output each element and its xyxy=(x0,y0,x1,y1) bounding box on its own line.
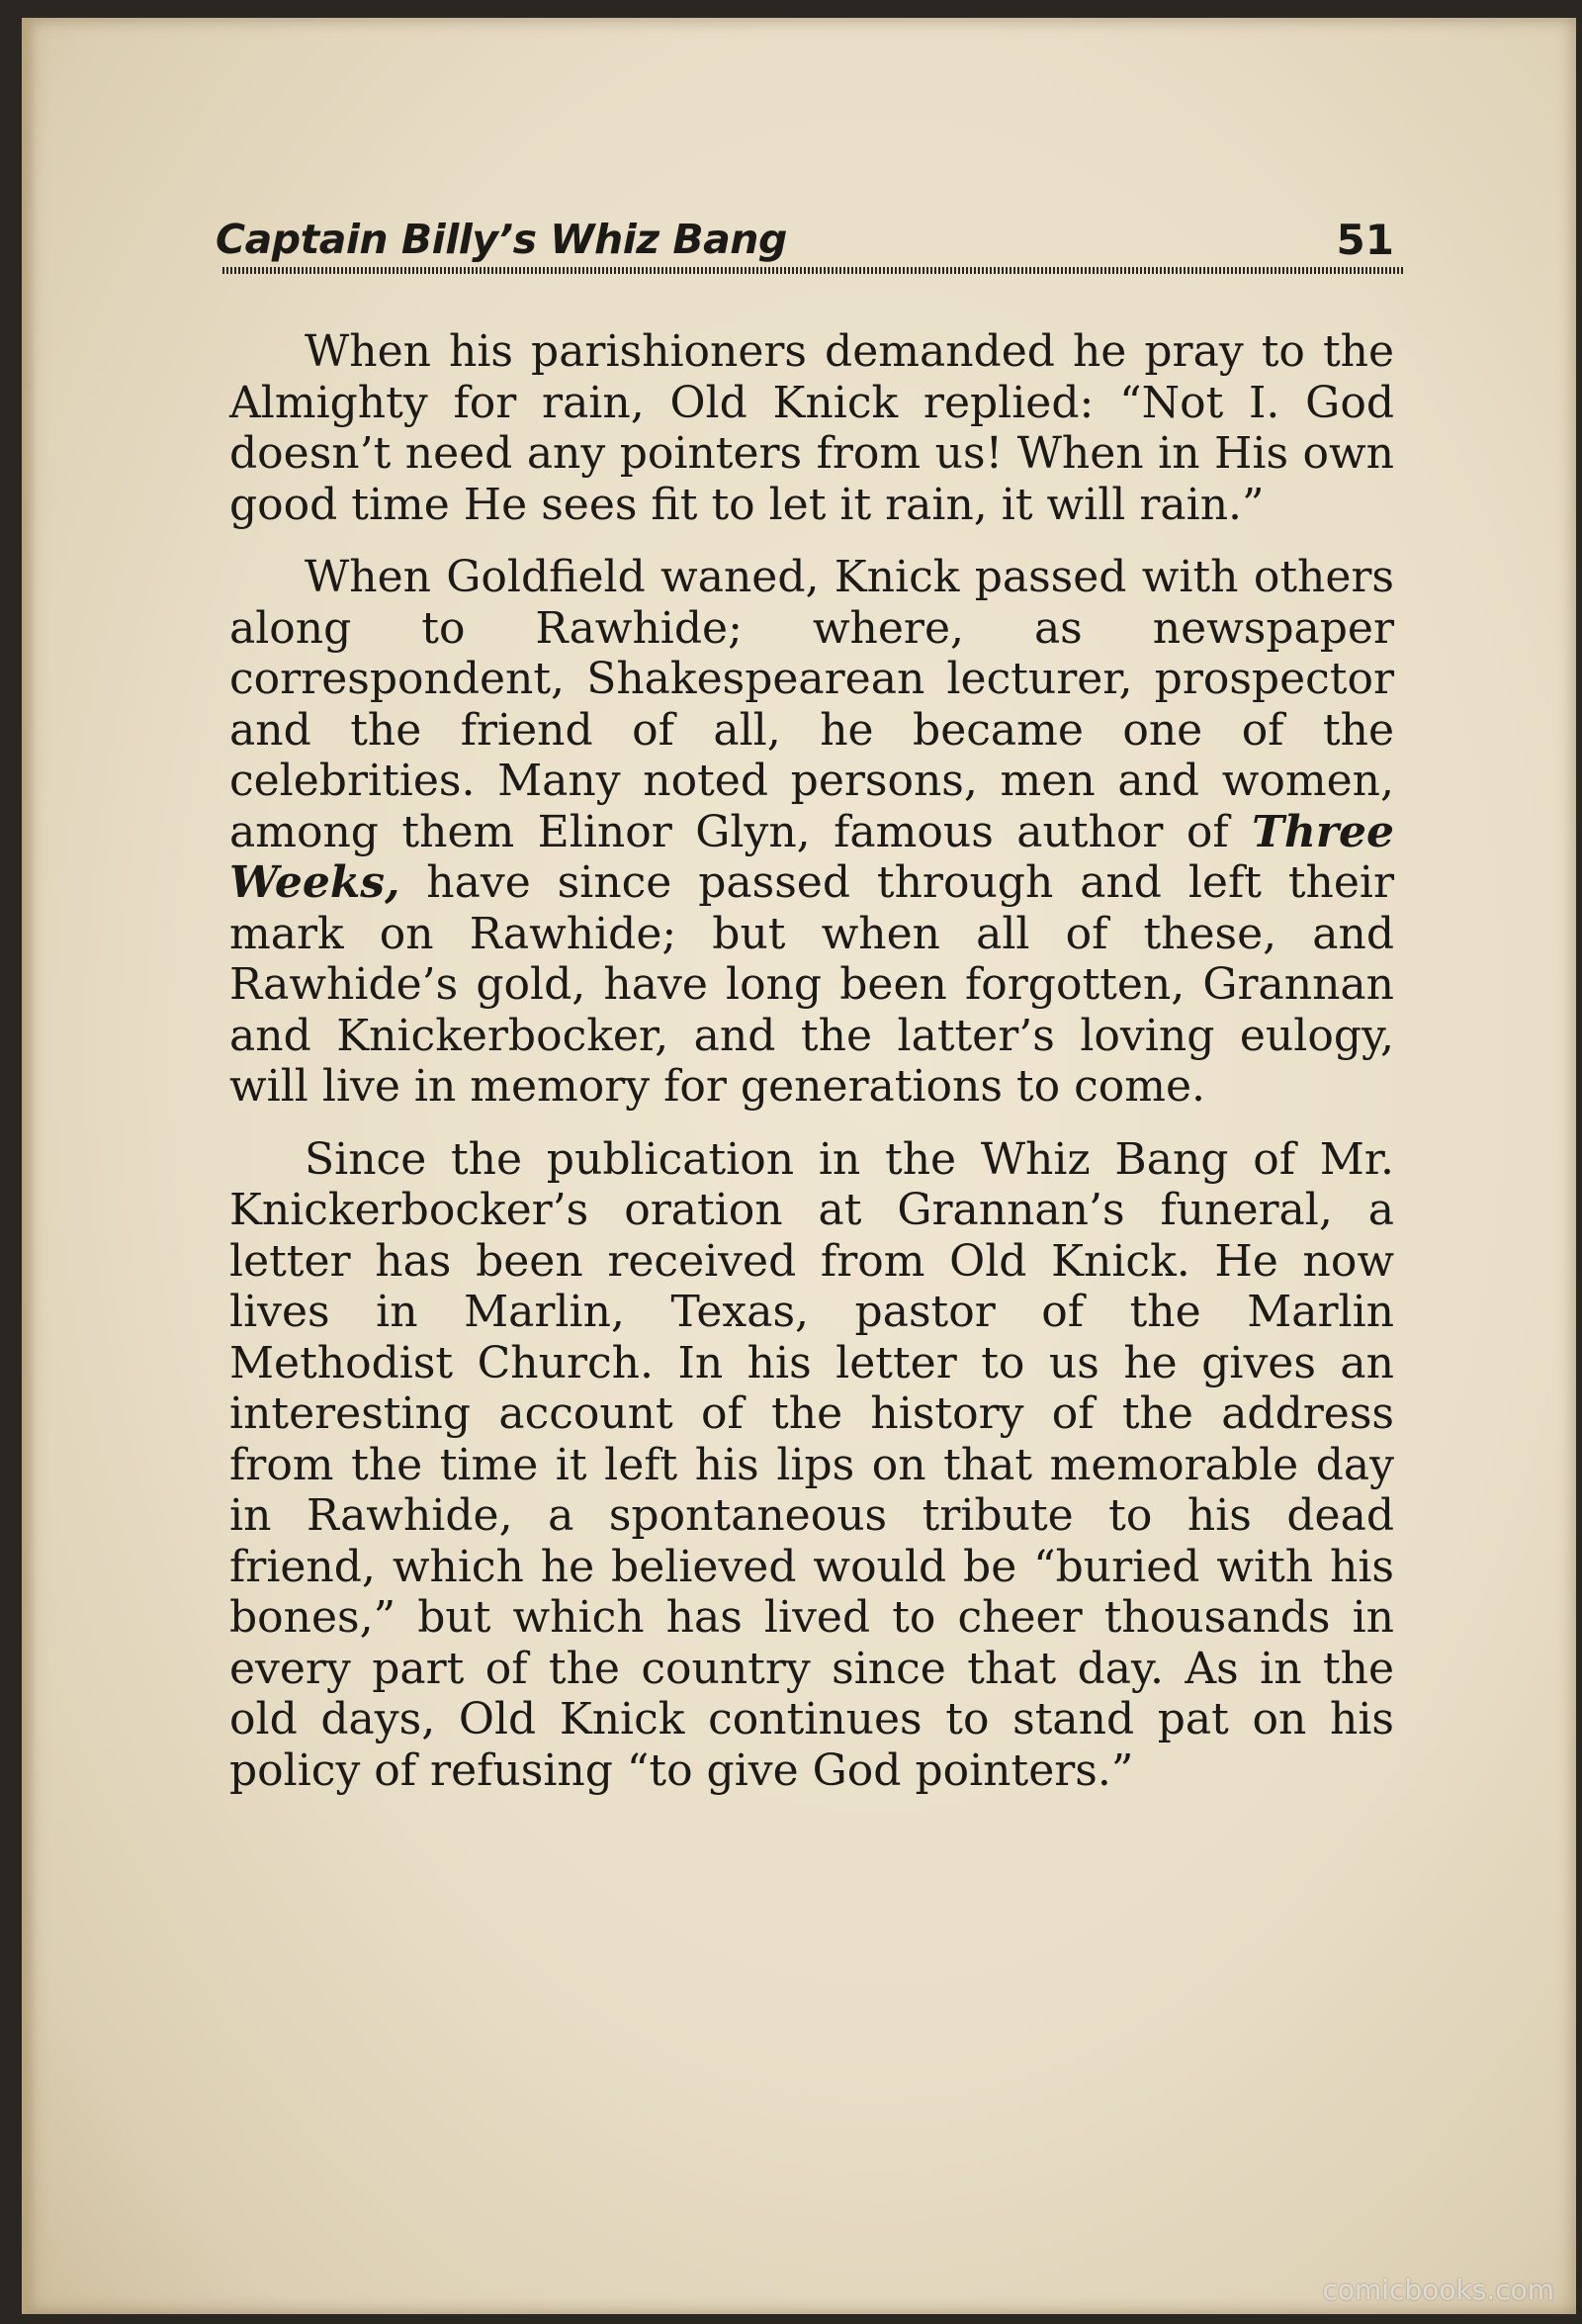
paragraph-3: Since the publication in the Whiz Bang of Mr. Knickerbocker’s oration at Grannan’s funeral, a letter has been received from Old Knick. He now lives in Marlin, Texas, pastor of the Marlin Methodist Church. In his letter to us he gives an interesting account of the history of the address from the time it left his lips on that memorable day in Rawhide, a spontaneous tribute to his dead friend, which he believed would be “buried with his bones,” but which has lived to cheer thousands in every part of the country since that day. As in the old days, Old Knick continues to stand pat on his policy of refusing “to give God pointers.” xyxy=(229,1133,1394,1796)
running-header xyxy=(208,216,1394,275)
header-rule xyxy=(222,267,1404,274)
paragraph-2 xyxy=(229,552,1394,1113)
paragraph-2-after: have since passed through and left their mark on Rawhide; but when all of these, and Rawhide’s gold, have long been forgotten, Grannan and Knickerbocker, and the latter’s loving eulogy, will live in memory for generations to come. xyxy=(229,857,1394,1112)
page-gutter-shadow xyxy=(22,18,36,2314)
page-number: 51 xyxy=(1336,216,1394,264)
paragraph-2-before: When Goldfield waned, Knick passed with others along to Rawhide; where, as newspaper correspondent, Shakespearean lecturer, prospector and the friend of all, he became one of the celebrities. Many noted persons, men and women, among them Elinor Glyn, famous author of xyxy=(229,552,1394,857)
book-title-emphasis: Three Weeks, xyxy=(229,806,1394,908)
paragraph-1: When his parishioners demanded he pray to the Almighty for rain, Old Knick replied: “Not I. God doesn’t need any pointers from us! When in His own good time He sees fit to let it rain, it will rain.” xyxy=(229,326,1394,530)
body-text xyxy=(229,326,1394,1818)
running-title: Captain Billy’s Whiz Bang xyxy=(216,216,787,263)
watermark: comicbooks.com xyxy=(1322,2274,1554,2306)
